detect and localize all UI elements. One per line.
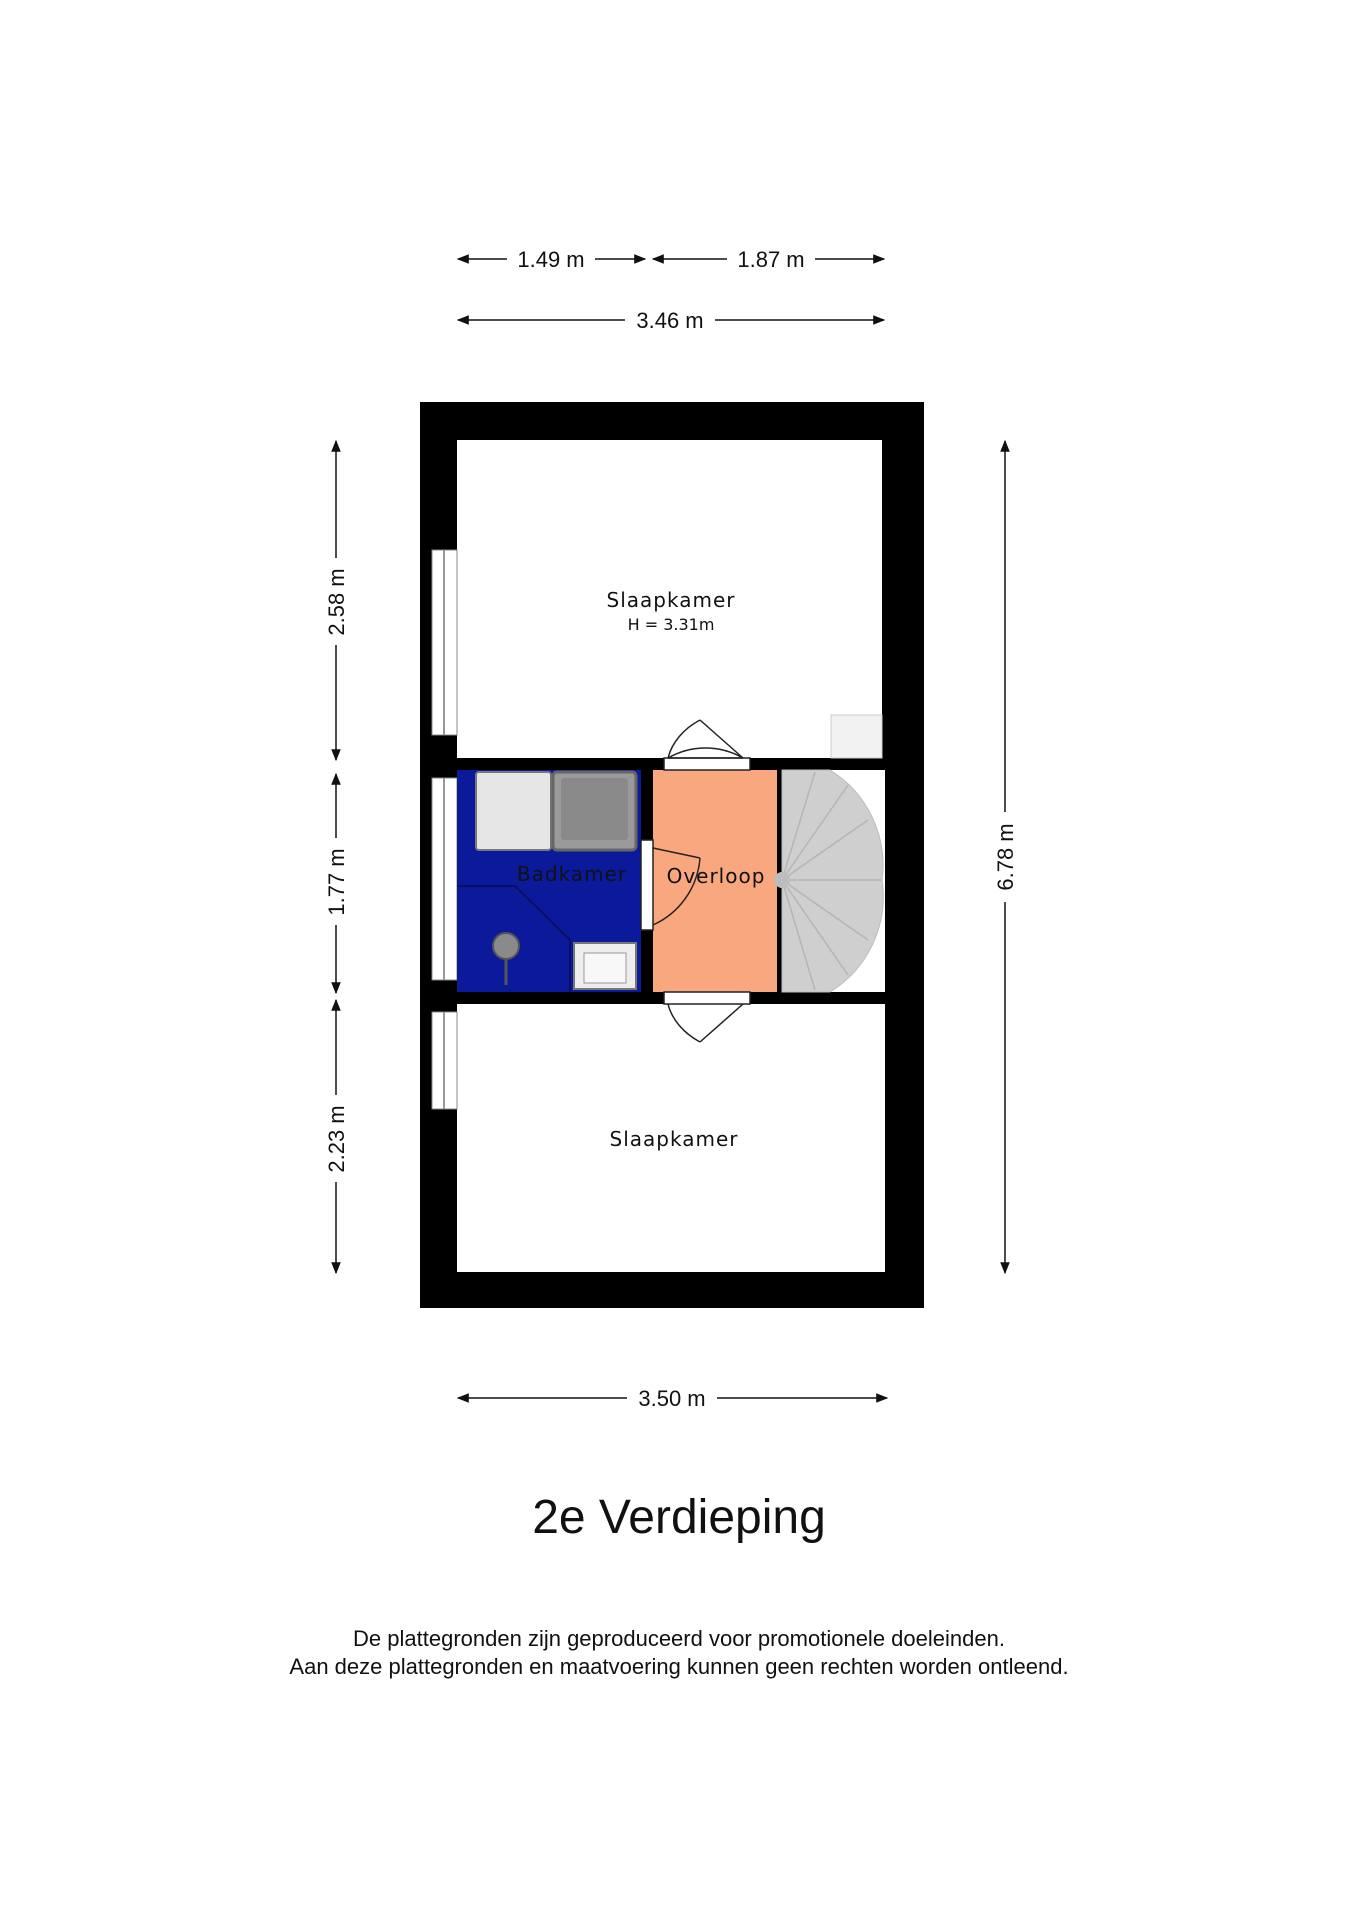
- dimension-left-bottom: [324, 1000, 349, 1273]
- svg-text:1.49 m: 1.49 m: [517, 247, 585, 272]
- dimension-left-middle: [324, 774, 349, 993]
- dimension-top-total: [458, 308, 884, 333]
- room-label-bathroom: Badkamer: [516, 862, 628, 886]
- svg-text:6.78 m: 6.78 m: [993, 823, 1018, 891]
- svg-text:3.50 m: 3.50 m: [638, 1386, 706, 1411]
- disclaimer-line-2: Aan deze plattegronden en maatvoering kunnen geen rechten worden ontleend.: [289, 1654, 1069, 1679]
- svg-text:1.77 m: 1.77 m: [324, 848, 349, 916]
- dimension-top-right: [653, 247, 884, 272]
- windows: [432, 550, 457, 1109]
- shower-head-icon: [493, 933, 519, 959]
- svg-text:2.58 m: 2.58 m: [324, 568, 349, 636]
- sink-basin: [561, 778, 628, 840]
- room-label-bedroom-bottom: Slaapkamer: [609, 1127, 739, 1151]
- room-height-label: H = 3.31m: [627, 615, 715, 634]
- room-label-landing: Overloop: [666, 864, 766, 888]
- washer: [476, 772, 551, 850]
- svg-text:2.23 m: 2.23 m: [324, 1105, 349, 1173]
- dimension-top-left: [458, 247, 645, 272]
- dimension-bottom-total: [458, 1386, 887, 1411]
- spiral-stairs-icon: [774, 770, 883, 992]
- svg-text:1.87 m: 1.87 m: [737, 247, 805, 272]
- room-label-bedroom-top: Slaapkamer: [606, 588, 736, 612]
- disclaimer-line-1: De plattegronden zijn geproduceerd voor promotionele doeleinden.: [353, 1626, 1005, 1651]
- disclaimer: [0, 1625, 1358, 1681]
- svg-text:3.46 m: 3.46 m: [636, 308, 704, 333]
- dimension-left-top: [324, 441, 349, 760]
- floor-title: 2e Verdieping: [532, 1491, 826, 1544]
- cabinet: [831, 715, 882, 758]
- dimension-right-total: [993, 441, 1018, 1273]
